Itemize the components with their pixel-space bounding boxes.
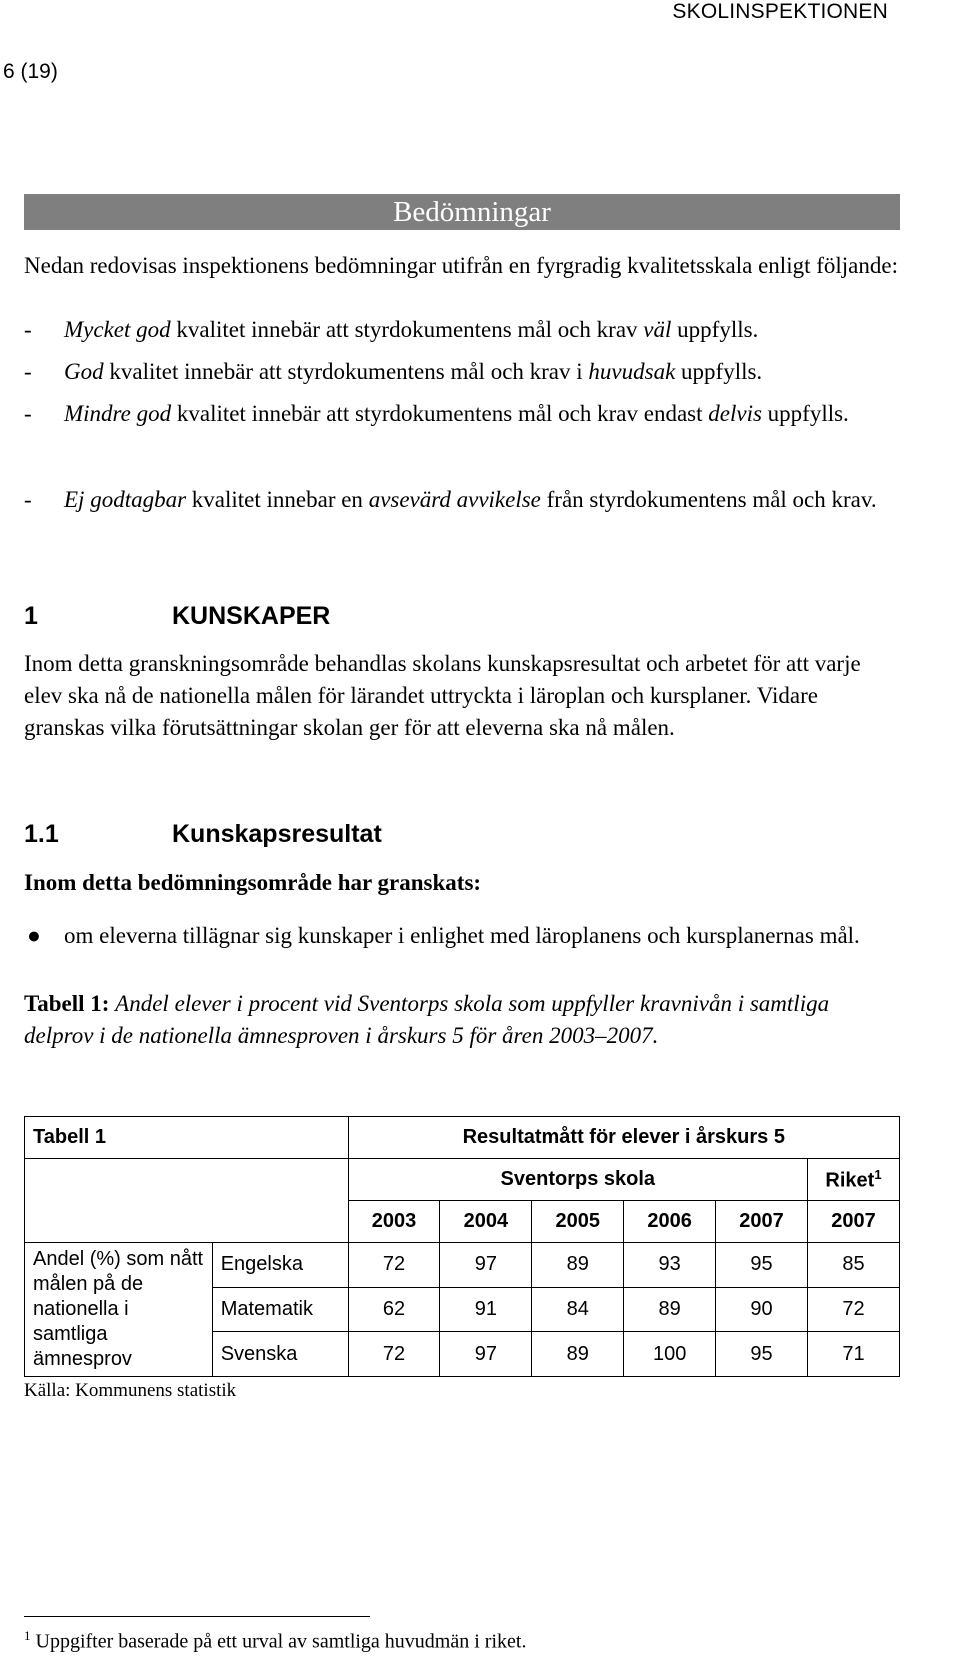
table-cell: 72 [348,1243,440,1288]
year-header: 2005 [532,1201,624,1243]
table-cell: 89 [624,1287,716,1332]
intro-paragraph: Nedan redovisas inspektionens bedömningar utifrån en fyrgradig kvalitetsskala enligt följande: [24,253,898,278]
bullet-item: ● om eleverna tillägnar sig kunskaper i enlighet med läroplanens och kursplanernas mål. [24,920,900,952]
section-heading-1-1: 1.1 Kunskapsresultat [24,820,382,848]
section-1-paragraph: Inom detta granskningsområde behandlas skolans kunskapsresultat och arbetet för att varje elev ska nå de nationella målen för lärandet uttryckta i läroplan och kursplaner. Vidare granskas vilka förutsättningar skolan ger för att eleverna ska nå målen. [24,651,861,740]
table-row [25,1243,900,1288]
table-cell: 72 [348,1332,440,1377]
subject-label: Engelska [212,1243,348,1288]
table-cell: 97 [440,1243,532,1288]
table-nation-header: Riket$^1$ [807,1159,899,1201]
table-cell: 89 [532,1332,624,1377]
year-header: 2006 [624,1201,716,1243]
row-group-label: Andel (%) som nått målen på de nationella i samtliga ämnesprov [25,1243,213,1377]
table-cell: 62 [348,1287,440,1332]
year-header: 2004 [440,1201,532,1243]
table-header-row [25,1117,900,1159]
examined-heading: Inom detta bedömningsområde har granskats: [24,870,482,895]
banner-title: Bedömningar [393,196,551,228]
section-heading-1: 1 KUNSKAPER [24,602,331,630]
table-cell: 72 [807,1287,899,1332]
header-organization: SKOLINSPEKTIONEN [672,0,888,23]
table-caption: Tabell 1: Andel elever i procent vid Sventorps skola som uppfyller kravnivån i samtliga delprov i de nationella ämnesproven i årskurs 5 för åren 2003–2007. [24,991,830,1048]
table-cell: 85 [807,1243,899,1288]
scale-item-mindre-god: - Mindre god kvalitet innebär att styrdokumentens mål och krav endast delvis uppfylls. [24,401,849,426]
table-cell: 100 [624,1332,716,1377]
table-subheader-row [25,1159,900,1201]
table-cell: 95 [716,1332,808,1377]
table-corner-label: Tabell 1 [25,1117,349,1159]
year-header: 2003 [348,1201,440,1243]
scale-term: Ej godtagbar [64,487,187,512]
scale-term: God [64,359,104,384]
bullet-icon: ● [27,923,41,948]
table-cell: 93 [624,1243,716,1288]
table-cell: 84 [532,1287,624,1332]
scale-item-god: - God kvalitet innebär att styrdokumentens mål och krav i huvudsak uppfylls. [24,359,763,384]
footnote-divider [24,1616,370,1617]
table-cell: 90 [716,1287,808,1332]
table-source: Källa: Kommunens statistik [24,1380,237,1401]
subject-label: Svenska [212,1332,348,1377]
scale-item-mycket-god: - Mycket god kvalitet innebär att styrdokumentens mål och krav väl uppfylls. [24,317,759,342]
year-header: 2007 [807,1201,899,1243]
table-cell: 91 [440,1287,532,1332]
table-group-header: Resultatmått för elever i årskurs 5 [348,1117,899,1159]
table-cell: 97 [440,1332,532,1377]
table-school-header: Sventorps skola [348,1159,807,1201]
table-cell: 95 [716,1243,808,1288]
table-cell: 71 [807,1332,899,1377]
scale-term: Mindre god [64,401,172,426]
footnote: $^1$ Uppgifter baserade på ett urval av samtliga huvudmän i riket. [24,1628,527,1653]
page-number: 6 (19) [3,60,58,83]
year-header: 2007 [716,1201,808,1243]
section-banner [24,194,900,230]
subject-label: Matematik [212,1287,348,1332]
scale-term: Mycket god [64,317,171,342]
table-cell: 89 [532,1243,624,1288]
results-table [24,1116,900,1377]
scale-item-ej-godtagbar: - Ej godtagbar kvalitet innebar en avsevärd avvikelse från styrdokumentens mål och krav. [24,487,877,512]
